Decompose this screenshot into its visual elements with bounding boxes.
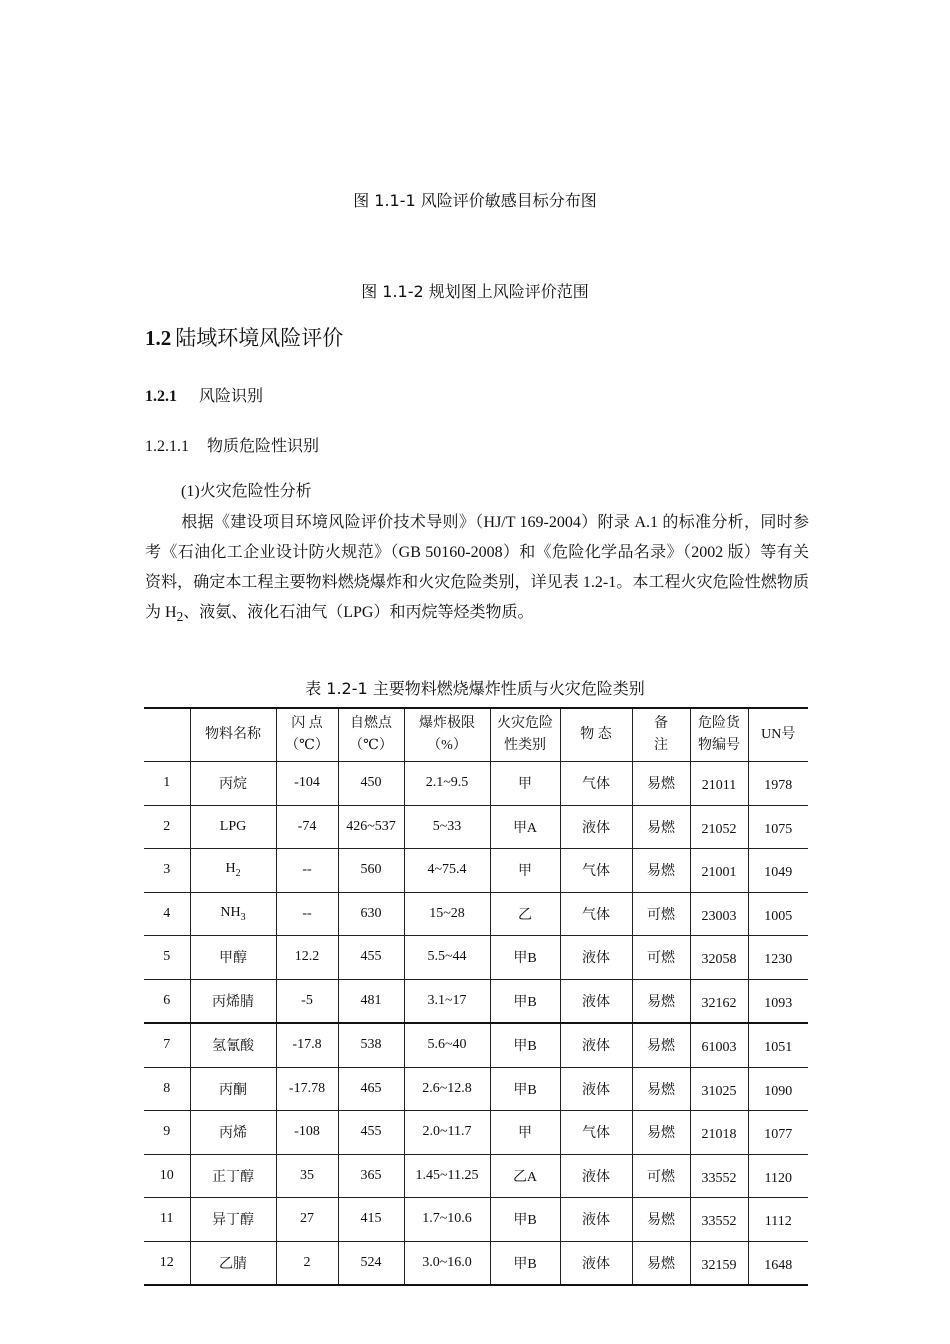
cell-flash: 27	[276, 1198, 338, 1242]
subsection-title: 风险识别	[199, 388, 264, 405]
cell-state: 液体	[560, 1067, 632, 1111]
cell-un: 1648	[748, 1241, 808, 1285]
figure-caption-1: 图 1.1-1 风险评价敏感目标分布图	[353, 191, 597, 210]
cell-flash: --	[276, 892, 338, 936]
cell-flash: -5	[276, 979, 338, 1023]
cell-name: $H_2$	[190, 849, 276, 893]
section-title: 陆域环境风险评价	[175, 326, 344, 350]
cell-un: 1005	[748, 892, 808, 936]
cell-note: 易燃	[632, 762, 690, 806]
cell-state: 液体	[560, 1023, 632, 1067]
cell-flash: --	[276, 849, 338, 893]
header-autoignition: 自燃点 （℃）	[338, 708, 404, 762]
cell-no: 2	[144, 805, 190, 849]
subsubsection-number: 1.2.1.1	[145, 438, 189, 455]
table-row	[144, 1067, 808, 1111]
cell-fire-class: 甲B	[490, 1241, 560, 1285]
cell-explosion-limit: 5.6~40	[404, 1023, 490, 1067]
cell-fire-class: 甲B	[490, 1023, 560, 1067]
cell-dg-code: 21001	[690, 849, 748, 893]
cell-flash: 2	[276, 1241, 338, 1285]
cell-note: 易燃	[632, 1023, 690, 1067]
cell-explosion-limit: 3.1~17	[404, 979, 490, 1023]
cell-no: 11	[144, 1198, 190, 1242]
cell-un: 1051	[748, 1023, 808, 1067]
cell-no: 7	[144, 1023, 190, 1067]
cell-note: 可燃	[632, 1154, 690, 1198]
header-un: UN号	[748, 708, 808, 762]
cell-autoignition: 630	[338, 892, 404, 936]
cell-name: 正丁醇	[190, 1154, 276, 1198]
cell-note: 易燃	[632, 849, 690, 893]
cell-autoignition: 450	[338, 762, 404, 806]
cell-name: 丙烯腈	[190, 979, 276, 1023]
table-row	[144, 762, 808, 806]
cell-un: 1112	[748, 1198, 808, 1242]
cell-un: 1230	[748, 936, 808, 980]
cell-dg-code: 33552	[690, 1198, 748, 1242]
cell-explosion-limit: 15~28	[404, 892, 490, 936]
subsubsection-heading	[145, 433, 319, 456]
section-number: 1.2	[145, 326, 172, 350]
figure-caption-2: 图 1.1-2 规划图上风险评价范围	[361, 282, 589, 301]
paragraph-subscript: 2	[176, 609, 184, 625]
cell-explosion-limit: 1.7~10.6	[404, 1198, 490, 1242]
cell-note: 易燃	[632, 1111, 690, 1155]
cell-explosion-limit: 5.5~44	[404, 936, 490, 980]
table-row	[144, 1198, 808, 1242]
cell-un: 1049	[748, 849, 808, 893]
cell-fire-class: 乙A	[490, 1154, 560, 1198]
cell-name: 丙烷	[190, 762, 276, 806]
cell-autoignition: 524	[338, 1241, 404, 1285]
cell-state: 液体	[560, 936, 632, 980]
cell-autoignition: 465	[338, 1067, 404, 1111]
cell-note: 易燃	[632, 1067, 690, 1111]
cell-fire-class: 甲A	[490, 805, 560, 849]
cell-dg-code: 33552	[690, 1154, 748, 1198]
cell-flash: 12.2	[276, 936, 338, 980]
cell-no: 6	[144, 979, 190, 1023]
cell-autoignition: 455	[338, 1111, 404, 1155]
cell-dg-code: 32162	[690, 979, 748, 1023]
cell-name: LPG	[190, 805, 276, 849]
subsubsection-title: 物质危险性识别	[207, 438, 320, 455]
cell-name: 甲醇	[190, 936, 276, 980]
table-row	[144, 936, 808, 980]
cell-name: 丙烯	[190, 1111, 276, 1155]
paragraph-text-2: 、液氨、液化石油气（LPG）和丙烷等烃类物质。	[183, 604, 534, 621]
cell-fire-class: 乙	[490, 892, 560, 936]
header-explosion-limit: 爆炸极限 （%）	[404, 708, 490, 762]
cell-fire-class: 甲	[490, 1111, 560, 1155]
cell-state: 液体	[560, 1241, 632, 1285]
cell-explosion-limit: 2.0~11.7	[404, 1111, 490, 1155]
cell-explosion-limit: 5~33	[404, 805, 490, 849]
header-note: 备 注	[632, 708, 690, 762]
cell-dg-code: 23003	[690, 892, 748, 936]
cell-fire-class: 甲B	[490, 1198, 560, 1242]
cell-fire-class: 甲B	[490, 979, 560, 1023]
table-header-row	[144, 708, 808, 762]
table-caption: 表 1.2-1 主要物料燃烧爆炸性质与火灾危险类别	[305, 679, 645, 698]
cell-note: 可燃	[632, 892, 690, 936]
cell-flash: -74	[276, 805, 338, 849]
subsection-number: 1.2.1	[145, 388, 177, 405]
cell-dg-code: 61003	[690, 1023, 748, 1067]
table-row	[144, 892, 808, 936]
table-row	[144, 979, 808, 1023]
cell-autoignition: 426~537	[338, 805, 404, 849]
cell-fire-class: 甲	[490, 849, 560, 893]
cell-no: 4	[144, 892, 190, 936]
cell-note: 可燃	[632, 936, 690, 980]
cell-explosion-limit: 2.6~12.8	[404, 1067, 490, 1111]
cell-no: 8	[144, 1067, 190, 1111]
cell-state: 气体	[560, 1111, 632, 1155]
cell-dg-code: 21011	[690, 762, 748, 806]
cell-name-subscript: 3	[240, 911, 246, 923]
table-row	[144, 1241, 808, 1285]
cell-explosion-limit: 1.45~11.25	[404, 1154, 490, 1198]
cell-no: 3	[144, 849, 190, 893]
cell-flash: -104	[276, 762, 338, 806]
header-no	[144, 708, 190, 762]
cell-autoignition: 455	[338, 936, 404, 980]
cell-no: 1	[144, 762, 190, 806]
cell-note: 易燃	[632, 1241, 690, 1285]
subsection-heading-1-2-1	[145, 383, 263, 406]
cell-dg-code: 32159	[690, 1241, 748, 1285]
header-name: 物料名称	[190, 708, 276, 762]
cell-un: 1090	[748, 1067, 808, 1111]
cell-state: 气体	[560, 762, 632, 806]
header-fire-class: 火灾危险 性类别	[490, 708, 560, 762]
cell-explosion-limit: 4~75.4	[404, 849, 490, 893]
materials-table	[144, 707, 808, 1286]
cell-explosion-limit: 2.1~9.5	[404, 762, 490, 806]
cell-note: 易燃	[632, 979, 690, 1023]
cell-flash: -17.78	[276, 1067, 338, 1111]
cell-state: 液体	[560, 1154, 632, 1198]
cell-explosion-limit: 3.0~16.0	[404, 1241, 490, 1285]
table-row	[144, 1023, 808, 1067]
table-row	[144, 1154, 808, 1198]
table-row	[144, 805, 808, 849]
cell-name: 乙腈	[190, 1241, 276, 1285]
cell-autoignition: 415	[338, 1198, 404, 1242]
header-dg-code: 危险货 物编号	[690, 708, 748, 762]
table-row	[144, 1111, 808, 1155]
cell-name: 丙酮	[190, 1067, 276, 1111]
cell-fire-class: 甲B	[490, 936, 560, 980]
cell-note: 易燃	[632, 805, 690, 849]
cell-no: 5	[144, 936, 190, 980]
cell-name: 异丁醇	[190, 1198, 276, 1242]
cell-autoignition: 365	[338, 1154, 404, 1198]
cell-flash: -108	[276, 1111, 338, 1155]
cell-autoignition: 538	[338, 1023, 404, 1067]
cell-dg-code: 21018	[690, 1111, 748, 1155]
cell-state: 气体	[560, 849, 632, 893]
body-paragraph	[145, 508, 809, 632]
cell-un: 1120	[748, 1154, 808, 1198]
cell-no: 12	[144, 1241, 190, 1285]
header-flash: 闪 点 （℃）	[276, 708, 338, 762]
cell-dg-code: 31025	[690, 1067, 748, 1111]
cell-un: 1075	[748, 805, 808, 849]
cell-un: 1077	[748, 1111, 808, 1155]
header-state: 物 态	[560, 708, 632, 762]
cell-no: 10	[144, 1154, 190, 1198]
paragraph-text-1: 根据《建设项目环境风险评价技术导则》（HJ/T 169-2004）附录 A.1 的标准分析，同时参考《石油化工企业设计防火规范》（GB 50160-2008）和《危险化学品名录》（2002 版）等有关资料，确定本工程主要物料燃烧爆炸和火灾危险类别，详见表 1.2-1。本工程火灾危险性燃物质为 H	[145, 514, 809, 621]
cell-name: 氢氰酸	[190, 1023, 276, 1067]
cell-dg-code: 21052	[690, 805, 748, 849]
cell-state: 液体	[560, 1198, 632, 1242]
cell-name-subscript: 2	[235, 868, 241, 880]
cell-un: 1093	[748, 979, 808, 1023]
cell-fire-class: 甲B	[490, 1067, 560, 1111]
cell-fire-class: 甲	[490, 762, 560, 806]
cell-state: 液体	[560, 979, 632, 1023]
cell-note: 易燃	[632, 1198, 690, 1242]
cell-autoignition: 481	[338, 979, 404, 1023]
cell-autoignition: 560	[338, 849, 404, 893]
cell-un: 1978	[748, 762, 808, 806]
section-heading-1-2	[145, 322, 343, 352]
cell-state: 气体	[560, 892, 632, 936]
cell-flash: 35	[276, 1154, 338, 1198]
cell-no: 9	[144, 1111, 190, 1155]
cell-name: $NH_3$	[190, 892, 276, 936]
table-row	[144, 849, 808, 893]
cell-flash: -17.8	[276, 1023, 338, 1067]
item-heading: (1)火灾危险性分析	[181, 483, 312, 500]
cell-dg-code: 32058	[690, 936, 748, 980]
cell-state: 液体	[560, 805, 632, 849]
